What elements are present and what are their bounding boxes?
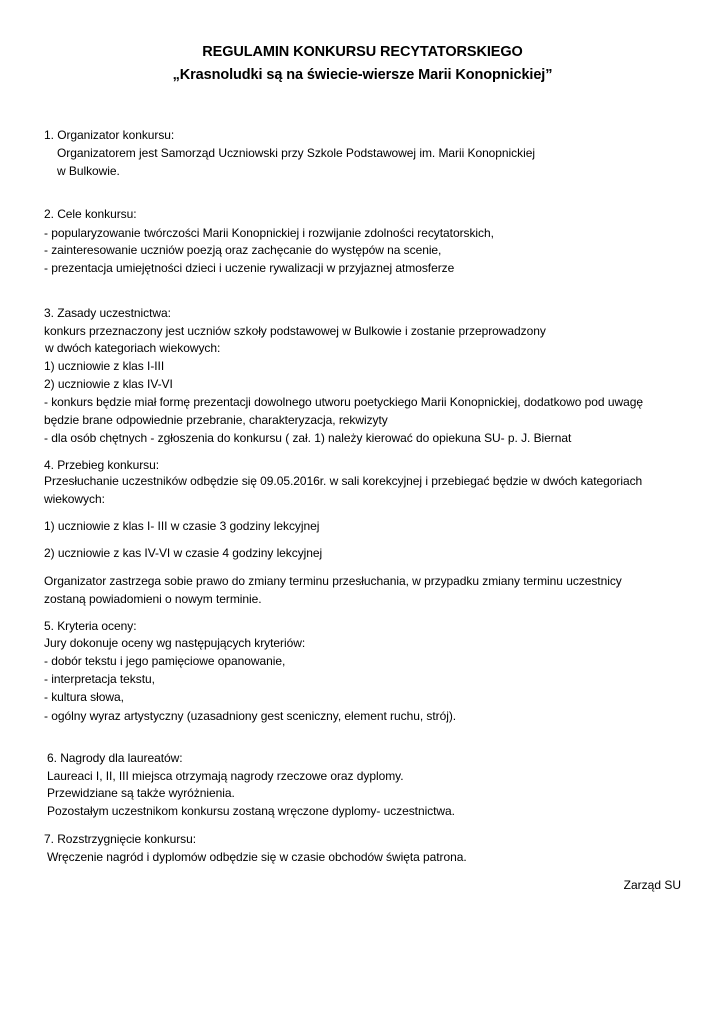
document-line: 6. Nagrody dla laureatów: <box>47 751 183 765</box>
document-line: - popularyzowanie twórczości Marii Konopnickiej i rozwijanie zdolności recytatorskich, <box>44 226 494 240</box>
document-line: 5. Kryteria oceny: <box>44 619 137 633</box>
document-line: - dla osób chętnych - zgłoszenia do konkursu ( zał. 1) należy kierować do opiekuna SU- p. J. Biernat <box>44 431 572 445</box>
document-line: Przesłuchanie uczestników odbędzie się 09.05.2016r. w sali korekcyjnej i przebiegać będzie w dwóch kategoriach <box>44 474 643 488</box>
document-line: - ogólny wyraz artystyczny (uzasadniony gest sceniczny, element ruchu, strój). <box>44 709 457 723</box>
document-line: Organizatorem jest Samorząd Uczniowski przy Szkole Podstawowej im. Marii Konopnickiej <box>57 146 535 160</box>
document-line: - zainteresowanie uczniów poezją oraz zachęcanie do występów na scenie, <box>44 243 442 257</box>
document-line: 2) uczniowie z klas IV-VI <box>44 377 173 391</box>
document-line: 1) uczniowie z klas I- III w czasie 3 godziny lekcyjnej <box>44 519 320 533</box>
document-line: Przewidziane są także wyróżnienia. <box>47 786 235 800</box>
document-line: - interpretacja tekstu, <box>44 672 155 686</box>
document-line: 1) uczniowie z klas I-III <box>44 359 165 373</box>
document-line: Jury dokonuje oceny wg następujących kryteriów: <box>44 636 306 650</box>
document-line: konkurs przeznaczony jest uczniów szkoły podstawowej w Bulkowie i zostanie przeprowadzony <box>44 324 546 338</box>
document-line: 4. Przebieg konkursu: <box>44 458 160 472</box>
document-line: w dwóch kategoriach wiekowych: <box>45 341 221 355</box>
document-line: - kultura słowa, <box>44 690 124 704</box>
document-line: Organizator zastrzega sobie prawo do zmiany terminu przesłuchania, w przypadku zmiany terminu uczestnicy <box>44 574 622 588</box>
document-line: 1. Organizator konkursu: <box>44 128 175 142</box>
document-line: - prezentacja umiejętności dzieci i uczenie rywalizacji w przyjaznej atmosferze <box>44 261 455 275</box>
document-line: zostaną powiadomieni o nowym terminie. <box>44 592 262 606</box>
document-line: będzie brane odpowiednie przebranie, charakteryzacja, rekwizyty <box>44 413 388 427</box>
document-line: Laureaci I, II, III miejsca otrzymają nagrody rzeczowe oraz dyplomy. <box>47 769 404 783</box>
signature: Zarząd SU <box>623 878 681 892</box>
document-line: wiekowych: <box>44 492 105 506</box>
document-line: 7. Rozstrzygnięcie konkursu: <box>44 832 196 846</box>
document-line: 2. Cele konkursu: <box>44 207 137 221</box>
document-line: w Bulkowie. <box>57 164 120 178</box>
document-line: Wręczenie nagród i dyplomów odbędzie się w czasie obchodów święta patrona. <box>47 850 467 864</box>
document-line: - konkurs będzie miał formę prezentacji dowolnego utworu poetyckiego Marii Konopnickiej, dodatkowo pod uwagę <box>44 395 643 409</box>
document-line: 2) uczniowie z kas IV-VI w czasie 4 godziny lekcyjnej <box>44 546 323 560</box>
document-line: Pozostałym uczestnikom konkursu zostaną wręczone dyplomy- uczestnictwa. <box>47 804 455 818</box>
document-line: 3. Zasady uczestnictwa: <box>44 306 171 320</box>
document-title: REGULAMIN KONKURSU RECYTATORSKIEGO <box>202 44 523 60</box>
document-subtitle: „Krasnoludki są na świecie-wiersze Marii Konopnickiej” <box>172 67 553 83</box>
document-line: - dobór tekstu i jego pamięciowe opanowanie, <box>44 654 286 668</box>
